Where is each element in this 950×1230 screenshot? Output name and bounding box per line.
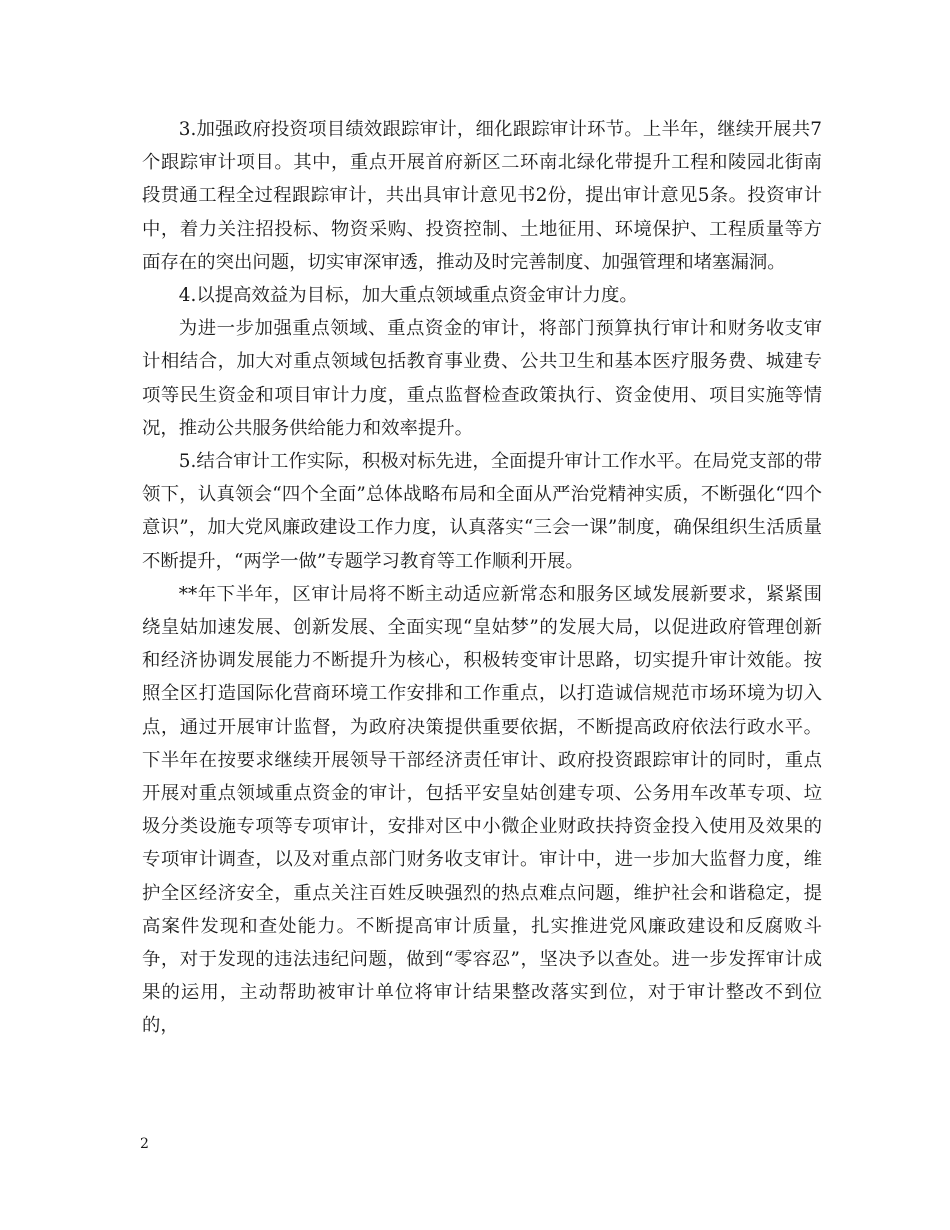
paragraph-second-half-plan: **年下半年，区审计局将不断主动适应新常态和服务区域发展新要求，紧紧围绕皇姑加速发展、创新发展、全面实现“皇姑梦”的发展大局，以促进政府管理创新和经济协调发展能力不断提升为核心，积极转变审计思路，切实提升审计效能。按照全区打造国际化营商环境工作安排和工作重点，以打造诚信规范市场环境为切入点，通过开展审计监督，为政府决策提供重要依据，不断提高政府依法行政水平。下半年在按要求继续开展领导干部经济责任审计、政府投资跟踪审计的同时，重点开展对重点领域重点资金的审计，包括平安皇姑创建专项、公务用车改革专项、垃圾分类设施专项等专项审计，安排对区中小微企业财政扶持资金投入使用及效果的专项审计调查，以及对重点部门财务收支审计。审计中，进一步加大监督力度，维护全区经济安全，重点关注百姓反映强烈的热点难点问题，维护社会和谐稳定，提高案件发现和查处能力。不断提高审计质量，扎实推进党风廉政建设和反腐败斗争，对于发现的违法违纪问题，做到“零容忍”，坚决予以查处。进一步发挥审计成果的运用，主动帮助被审计单位将审计结果整改落实到位，对于审计整改不到位的， bbox=[142, 583, 822, 1037]
page-number: 2 bbox=[140, 1136, 149, 1152]
paragraph-key-funds-detail: 为进一步加强重点领域、重点资金的审计，将部门预算执行审计和财务收支审计相结合，加大对重点领域包括教育事业费、公共卫生和基本医疗服务费、城建专项等民生资金和项目审计力度，重点监督检查政策执行、资金使用、项目实施等情况，推动公共服务供给能力和效率提升。 bbox=[142, 318, 822, 439]
paragraph-work-level: 5.结合审计工作实际，积极对标先进，全面提升审计工作水平。在局党支部的带领下，认真领会“四个全面”总体战略布局和全面从严治党精神实质，不断强化“四个意识”，加大党风廉政建设工作力度，认真落实“三会一课”制度，确保组织生活质量不断提升，“两学一做”专题学习教育等工作顺利开展。 bbox=[142, 451, 822, 572]
paragraph-investment-audit: 3.加强政府投资项目绩效跟踪审计，细化跟踪审计环节。上半年，继续开展共7个跟踪审计项目。其中，重点开展首府新区二环南北绿化带提升工程和陵园北街南段贯通工程全过程跟踪审计，共出具审计意见书2份，提出审计意见5条。投资审计中，着力关注招投标、物资采购、投资控制、土地征用、环境保护、工程质量等方面存在的突出问题，切实审深审透，推动及时完善制度、加强管理和堵塞漏洞。 bbox=[142, 119, 822, 273]
document-body bbox=[142, 113, 822, 1043]
paragraph-key-funds-heading: 4.以提高效益为目标，加大重点领域重点资金审计力度。 bbox=[178, 285, 638, 307]
